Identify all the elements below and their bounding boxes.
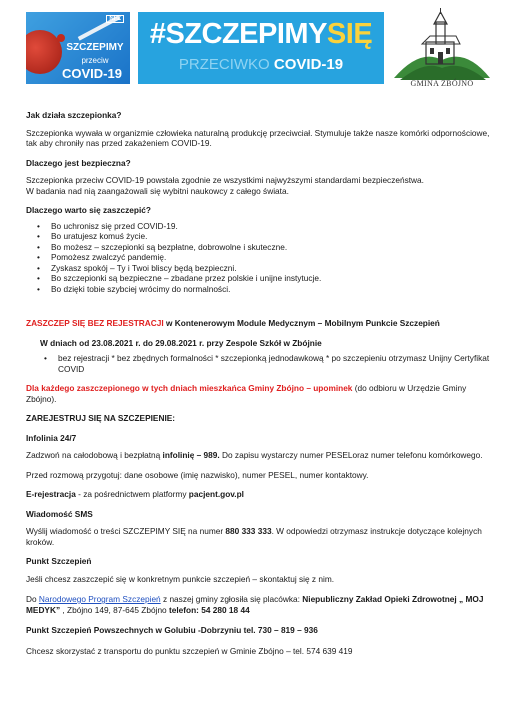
transport-info: Chcesz skorzystać z transportu do punktu szczepień w Gminie Zbójno – tel. 574 639 419	[26, 645, 353, 656]
clinic-phone: telefon: 54 280 18 44	[168, 604, 250, 615]
event-lead	[26, 318, 496, 329]
banner-main-subtitle	[138, 56, 384, 73]
banner-left-line1: SZCZEPIMY	[66, 42, 124, 53]
sms-text-c: . W odpowiedzi otrzymasz instrukcje dotyczące kolejnych kroków.	[26, 526, 482, 547]
clinic-name: Niepubliczny Zakład Opieki Zdrowotnej „ MOJ MEDYK”	[26, 594, 484, 615]
list-item: • Zyskasz spokój – Ty i Twoi bliscy będą bezpieczni.	[37, 263, 496, 274]
sms-text	[26, 526, 496, 547]
list-item: • Bo uchronisz się przed COVID-19.	[37, 221, 496, 232]
szczepimy-sie-banner	[138, 12, 384, 84]
list-item: • Pomożesz zwalczyć pandemię.	[37, 252, 496, 263]
ereg-text: - za pośrednictwem platformy	[75, 489, 189, 499]
question-why-safe: Dlaczego jest bezpieczna?	[26, 157, 131, 168]
list-item: • Bo dzięki tobie szybciej wrócimy do normalności.	[37, 284, 496, 295]
clinic-info-b: z naszej gminy zgłosiła się placówka:	[160, 594, 303, 604]
infolinia-text-a: Zadzwoń na całodobową i bezpłatną	[26, 450, 163, 460]
list-item: • Bo uratujesz komuś życie.	[37, 231, 496, 242]
sms-text-a: Wyślij wiadomość o treści SZCZEPIMY SIĘ na numer	[26, 526, 226, 536]
prepare-text: Przed rozmową przygotuj: dane osobowe (imię nazwisko), numer PESEL, numer kontaktowy.	[26, 469, 369, 480]
answer-why-safe-1: Szczepionka przeciw COVID-19 powstała zgodnie ze wszystkimi najwyższymi standardami bezpieczeństwa.	[26, 175, 424, 185]
pacjent-gov-link[interactable]: pacjent.gov.pl	[188, 489, 244, 499]
banner-main-title	[138, 18, 384, 51]
infolinia-number: infolinię – 989.	[162, 450, 220, 460]
sms-number: 880 333 333	[225, 526, 272, 536]
banner-covid: COVID-19	[273, 56, 344, 73]
punkt-text: Jeśli chcesz zaszczepić się w konkretnym punkcie szczepień – skontaktuj się z nim.	[26, 573, 335, 584]
punkt-title: Punkt Szczepień	[26, 556, 92, 566]
answer-why-safe-2: W badania nad nią zaangażowali się wybitni naukowcy z całego świata.	[26, 185, 289, 196]
ereg-title: E-rejestracja	[26, 489, 76, 499]
infolinia-text-c: Do zapisu wystarczy numer PESELoraz numer telefonu komórkowego.	[219, 450, 483, 460]
gift-note-rest: (do odbioru w Urzędzie Gminy Zbójno).	[26, 383, 467, 404]
banner-przeciwko: PRZECIWKO	[178, 56, 270, 73]
banner-left-line3: COVID-19	[62, 66, 122, 81]
gmina-crest-logo	[390, 8, 494, 90]
list-item: • bez rejestracji * bez zbędnych formalności * szczepionką jednodawkową * po szczepieniu otrzymasz Unijny Certyfikat COVID	[44, 353, 496, 374]
gift-note-red: Dla każdego zaszczepionego w tych dniach mieszkańca Gminy Zbójno – upominek	[26, 383, 353, 393]
reasons-list	[26, 221, 496, 295]
sms-title: Wiadomość SMS	[26, 508, 93, 519]
list-item: • Bo możesz – szczepionki są bezpłatne, dobrowolne i skuteczne.	[37, 242, 496, 253]
question-why-vaccinate: Dlaczego warto się zaszczepić?	[26, 205, 151, 215]
gmina-caption: GMINA ZBÓJNO	[410, 79, 474, 88]
clinic-address: , Zbójno 149, 87-645 Zbójno	[60, 604, 169, 615]
szczepimy-przeciw-covid-banner	[26, 12, 130, 84]
event-details-list	[26, 353, 496, 374]
infolinia-title: Infolinia 24/7	[26, 432, 77, 443]
banner-hashtag: #SZCZEPIMY	[149, 18, 327, 50]
infolinia-text	[26, 450, 496, 461]
list-item: • Bo szczepionki są bezpieczne – zbadane przez polskie i unijne instytucje.	[37, 273, 496, 284]
event-lead-red: ZASZCZEP SIĘ BEZ REJESTRACJI	[26, 318, 164, 328]
nfz-badge: NFZ	[106, 15, 124, 23]
question-how-it-works: Jak działa szczepionka?	[26, 110, 122, 120]
ereg-line	[26, 489, 496, 500]
event-dates: W dniach od 23.08.2021 r. do 29.08.2021 r. przy Zespole Szkół w Zbójnie	[40, 337, 322, 348]
answer-how-it-works: Szczepionka wywała w organizmie człowieka naturalną produkcję przeciwciał. Stymuluje także nasze komórki odpornościowe, tak aby chroniły nas przed zakażeniem COVID-19.	[26, 127, 490, 148]
register-title: ZAREJESTRUJ SIĘ NA SZCZEPIENIE:	[26, 413, 176, 423]
gift-note	[26, 383, 496, 404]
article-body	[26, 110, 496, 656]
event-lead-rest: w Kontenerowym Module Medycznym – Mobilnym Punkcie Szczepień	[163, 318, 440, 328]
clinic-info-a: Do	[26, 594, 39, 604]
clinic-info	[26, 594, 496, 615]
banner-left-line2: przeciw	[81, 56, 109, 65]
banner-sie: SIĘ	[326, 18, 373, 50]
narodowy-program-link[interactable]: Narodowego Program Szczepień	[38, 594, 161, 604]
golub-point: Punkt Szczepień Powszechnych w Golubiu -Dobrzyniu tel. 730 – 819 – 936	[26, 625, 318, 635]
